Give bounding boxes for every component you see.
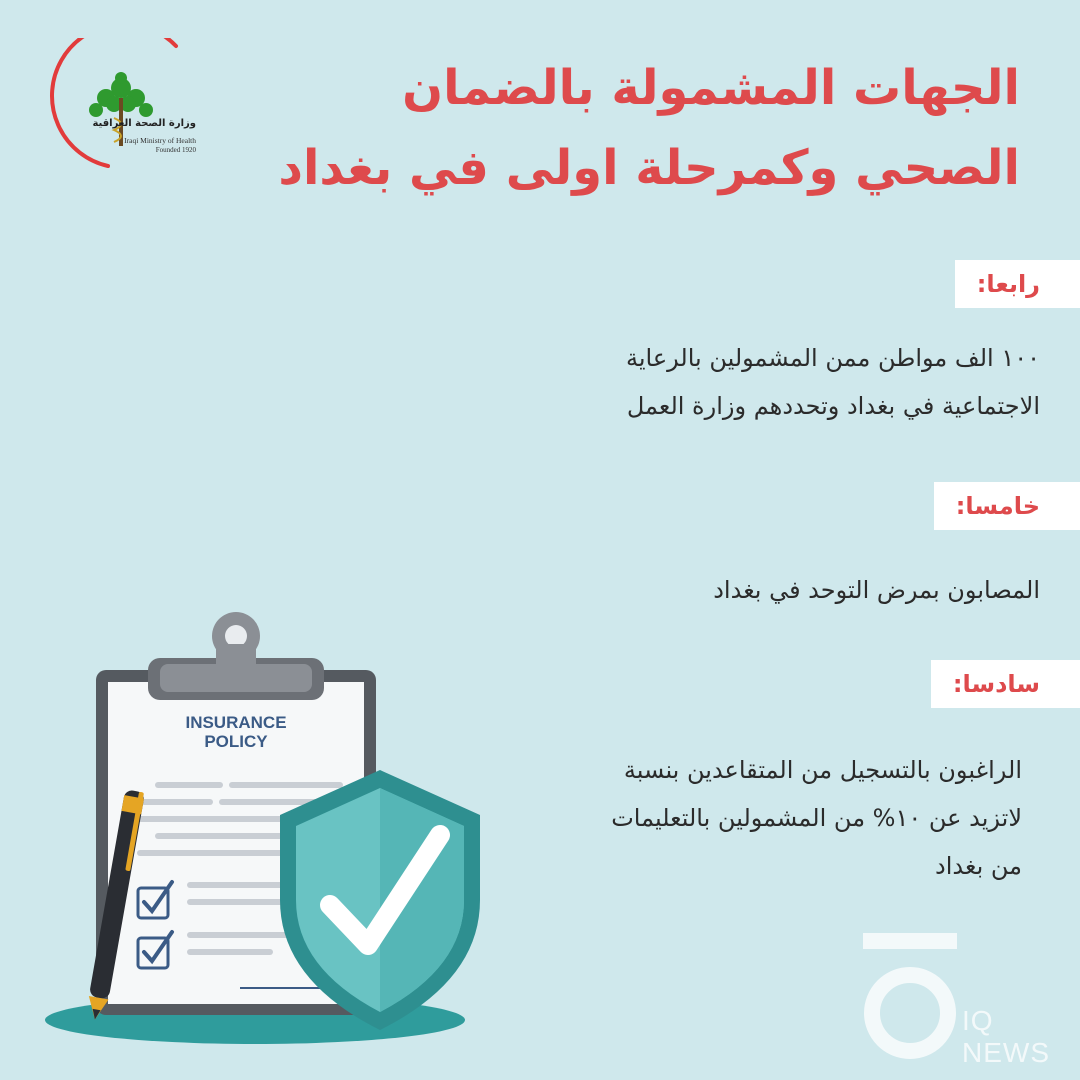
section-line: الراغبون بالتسجيل من المتقاعدين بنسبة	[623, 756, 1022, 784]
watermark-text: IQ NEWS	[962, 1005, 1050, 1068]
section-text-fourth	[420, 334, 1040, 430]
policy-title-line-2: POLICY	[204, 732, 268, 751]
section-label-fifth: خامسا:	[934, 482, 1080, 530]
section-line: الاجتماعية في بغداد وتحددهم وزارة العمل	[626, 392, 1040, 420]
section-line: لاتزيد عن ١٠% من المشمولين بالتعليمات	[611, 804, 1022, 832]
logo-founded: Founded 1920	[155, 146, 196, 154]
logo-name-en: Iraqi Ministry of Health	[124, 136, 196, 145]
section-label-fourth: رابعا:	[955, 260, 1080, 308]
page-title	[260, 48, 1020, 208]
section-line: من بغداد	[935, 852, 1022, 880]
title-line-1: الجهات المشمولة بالضمان	[402, 60, 1020, 116]
logo-name-ar: وزارة الصحة العراقية	[92, 118, 196, 129]
section-line: المصابون بمرض التوحد في بغداد	[713, 576, 1040, 604]
section-label-sixth: سادسا:	[931, 660, 1080, 708]
insurance-policy-illustration	[40, 610, 500, 1050]
iq-news-logo-icon	[855, 925, 965, 1070]
title-line-2: الصحي وكمرحلة اولى في بغداد	[278, 140, 1020, 196]
section-text-sixth	[462, 746, 1022, 890]
section-line: ١٠٠ الف مواطن ممن المشمولين بالرعاية	[625, 344, 1040, 372]
policy-title-line-1: INSURANCE	[185, 713, 287, 732]
section-text-fifth	[420, 566, 1040, 614]
